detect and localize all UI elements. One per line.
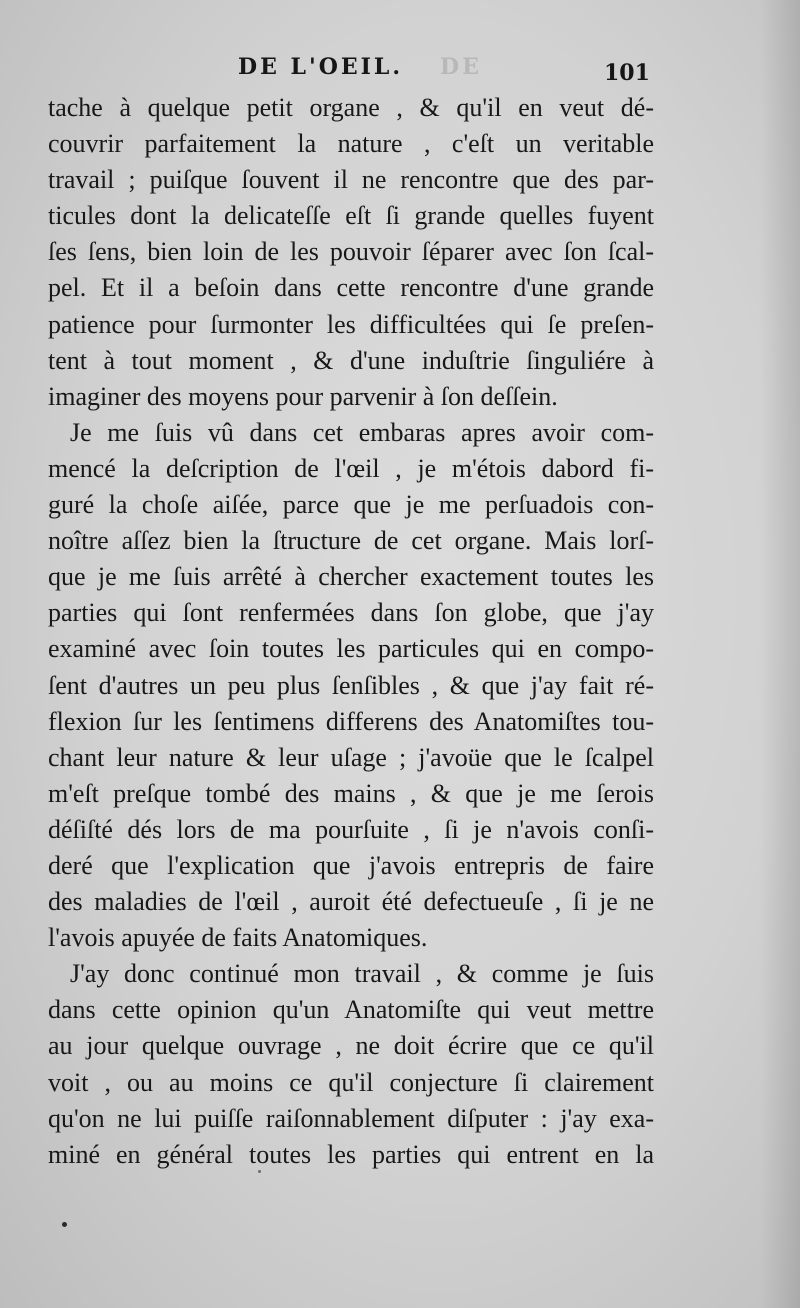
- running-title: DE L'OEIL.: [238, 54, 404, 80]
- body-text: [48, 90, 654, 1173]
- paragraph-1: [48, 90, 654, 415]
- text-line: patience pour ſurmonter les difficultées qui ſe preſen-: [48, 309, 654, 339]
- paragraph-3: [48, 956, 654, 1173]
- paragraph-2: [48, 415, 654, 956]
- text-line: flexion ſur les ſentimens differens des Anatomiſtes tou-: [48, 706, 654, 736]
- text-line: au jour quelque ouvrage , ne doit écrire que ce qu'il: [48, 1031, 654, 1061]
- text-line: couvrir parfaitement la nature , c'eſt un veritable: [48, 129, 654, 159]
- text-line: ſent d'autres un peu plus ſenſibles , & que j'ay fait ré-: [48, 670, 654, 700]
- text-line: ſes ſens, bien loin de les pouvoir ſéparer avec ſon ſcal-: [48, 237, 654, 267]
- text-line: pel. Et il a beſoin dans cette rencontre d'une grande: [48, 273, 654, 303]
- text-line: miné en général toutes les parties qui entrent en la: [48, 1139, 654, 1169]
- text-line: Je me ſuis vû dans cet embaras apres avoir com-: [70, 417, 654, 447]
- text-line: examiné avec ſoin toutes les particules qui en compo-: [48, 634, 654, 664]
- text-line: l'avois apuyée de faits Anatomiques.: [48, 923, 428, 953]
- text-line: mencé la deſcription de l'œil , je m'étois dabord fi-: [48, 453, 654, 483]
- text-line: qu'on ne lui puiſſe raiſonnablement diſputer : j'ay exa-: [48, 1103, 654, 1133]
- text-line: dans cette opinion qu'un Anatomiſte qui veut mettre: [48, 995, 654, 1025]
- text-line: voit , ou au moins ce qu'il conjecture ſi clairement: [48, 1067, 654, 1097]
- text-line: imaginer des moyens pour parvenir à ſon deſſein.: [48, 381, 558, 411]
- text-line: tent à tout moment , & d'une induſtrie ſinguliére à: [48, 345, 654, 375]
- page-edge-shadow: [760, 0, 800, 1308]
- running-head: [0, 52, 800, 88]
- text-line: noître aſſez bien la ſtructure de cet organe. Mais lorſ-: [48, 526, 654, 556]
- text-line: que je me ſuis arrêté à chercher exactement toutes les: [48, 562, 654, 592]
- text-line: J'ay donc continué mon travail , & comme je ſuis: [70, 959, 654, 989]
- page-number: 101: [604, 60, 650, 86]
- text-line: ticules dont la delicateſſe eſt ſi grande quelles fuyent: [48, 201, 654, 231]
- text-line: chant leur nature & leur uſage ; j'avoüe que le ſcalpel: [48, 742, 654, 772]
- text-line: travail ; puiſque ſouvent il ne rencontre que des par-: [48, 165, 654, 195]
- bleed-through-text: DE: [440, 54, 482, 80]
- ink-speck: [258, 1170, 261, 1173]
- text-line: m'eſt preſque tombé des mains , & que je me ſerois: [48, 778, 654, 808]
- text-line: guré la choſe aiſée, parce que je me perſuadois con-: [48, 490, 654, 520]
- ink-speck: [62, 1222, 67, 1227]
- text-line: parties qui ſont renfermées dans ſon globe, que j'ay: [48, 598, 654, 628]
- text-line: des maladies de l'œil , auroit été defectueuſe , ſi je ne: [48, 887, 654, 917]
- text-line: deré que l'explication que j'avois entrepris de faire: [48, 850, 654, 880]
- text-line: tache à quelque petit organe , & qu'il en veut dé-: [48, 93, 654, 122]
- text-line: déſiſté dés lors de ma pourſuite , ſi je n'avois conſi-: [48, 814, 654, 844]
